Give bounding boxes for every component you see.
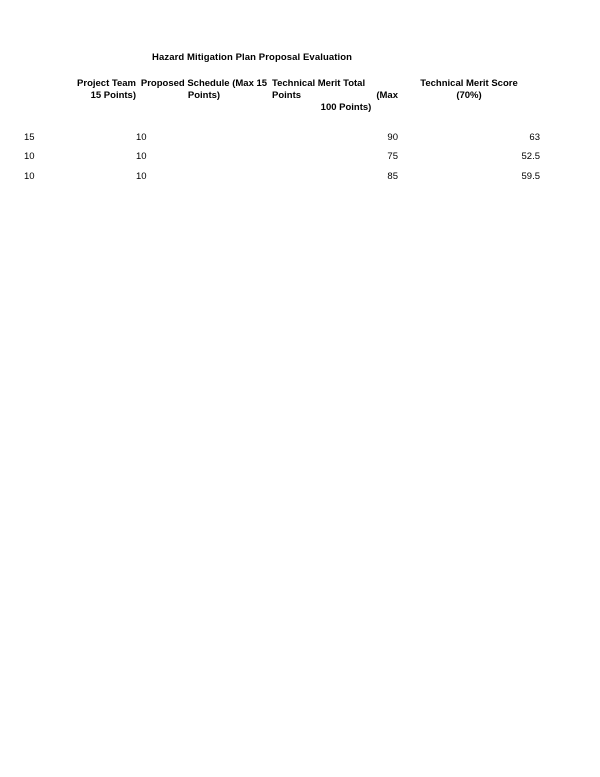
column-header-technical-merit-score — [398, 78, 540, 118]
cell-project-team: 10 — [24, 170, 35, 182]
cell-technical-merit-total: 90 — [387, 131, 398, 143]
cell-proposed-schedule: 10 — [136, 170, 147, 182]
table-header-row — [24, 78, 540, 118]
column-header-project-team-line1: Project Team — [77, 78, 136, 89]
page-title: Hazard Mitigation Plan Proposal Evaluation — [152, 52, 353, 63]
table-row — [24, 148, 540, 167]
spacer-cell — [398, 118, 540, 128]
evaluation-table-container — [24, 78, 540, 187]
column-header-project-team — [24, 78, 136, 118]
table-header — [24, 78, 540, 128]
cell-project-team: 15 — [24, 131, 35, 143]
column-header-technical-merit-total-line3: 100 Points) — [320, 102, 372, 114]
cell-technical-merit-score: 52.5 — [521, 151, 540, 163]
column-header-project-team-line2: 15 Points) — [90, 90, 136, 102]
spacer-cell — [24, 118, 136, 128]
cell-project-team: 10 — [24, 151, 35, 163]
cell-technical-merit-total: 85 — [387, 170, 398, 182]
cell-proposed-schedule: 10 — [136, 131, 147, 143]
column-header-technical-merit-score-line1: Technical Merit Score — [420, 78, 518, 89]
column-header-technical-merit-total-line1: Technical Merit Total — [272, 78, 366, 89]
cell-technical-merit-total: 75 — [387, 151, 398, 163]
column-header-proposed-schedule-line1: Proposed Schedule (Max — [140, 78, 254, 89]
table-row — [24, 128, 540, 147]
column-header-technical-merit-total-max: (Max — [376, 90, 398, 102]
column-header-technical-merit-total-points: Points — [272, 90, 302, 102]
evaluation-table — [24, 78, 540, 187]
table-row — [24, 167, 540, 186]
cell-proposed-schedule: 10 — [136, 151, 147, 163]
column-header-technical-merit-score-line2: (70%) — [456, 90, 482, 102]
spacer-cell — [272, 118, 398, 128]
spacer-cell — [136, 118, 272, 128]
table-body — [24, 128, 540, 186]
column-header-technical-merit-total-line2 — [272, 90, 398, 102]
cell-technical-merit-score: 63 — [529, 131, 540, 143]
column-header-technical-merit-total — [272, 78, 398, 118]
column-header-proposed-schedule — [136, 78, 272, 118]
header-spacer-row — [24, 118, 540, 128]
cell-technical-merit-score: 59.5 — [521, 170, 540, 182]
column-header-proposed-schedule-line2: 15 Points) — [187, 78, 268, 102]
